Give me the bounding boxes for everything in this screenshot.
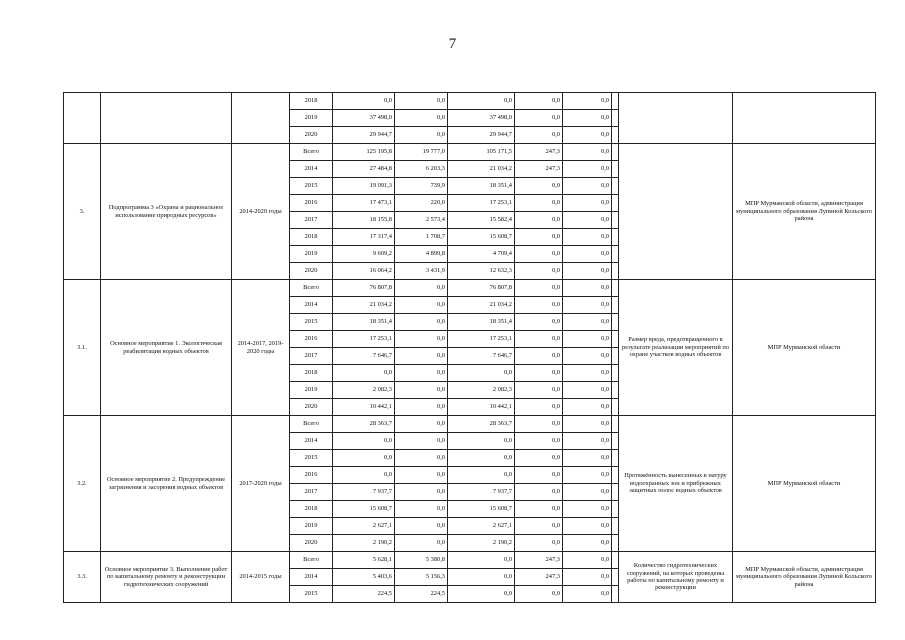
total-cell: 29 944,7 <box>333 127 395 144</box>
executor-cell: МПР Мурманской области, администрация муниципального образования Лупиной Кольского района <box>733 552 876 603</box>
total-cell: 76 807,8 <box>333 280 395 297</box>
total-cell: 17 317,4 <box>333 229 395 246</box>
federal-cell: 0,0 <box>395 416 448 433</box>
local-cell: 0,0 <box>515 416 563 433</box>
total-cell: 18 351,4 <box>333 314 395 331</box>
total-cell: 2 627,1 <box>333 518 395 535</box>
other-cell: 0,0 <box>563 501 612 518</box>
regional-cell: 0,0 <box>448 365 515 382</box>
local-cell: 0,0 <box>515 450 563 467</box>
regional-cell: 0,0 <box>448 467 515 484</box>
other-cell: 0,0 <box>563 450 612 467</box>
local-cell: 247,3 <box>515 161 563 178</box>
local-cell: 0,0 <box>515 212 563 229</box>
spacer-cell <box>612 569 619 586</box>
total-cell: 0,0 <box>333 433 395 450</box>
executor-cell: МПР Мурманской области <box>733 280 876 416</box>
table-row <box>64 144 876 161</box>
spacer-cell <box>612 535 619 552</box>
spacer-cell <box>612 348 619 365</box>
item-years <box>232 93 290 144</box>
spacer-cell <box>612 246 619 263</box>
year-cell: 2018 <box>290 501 333 518</box>
total-cell: 16 064,2 <box>333 263 395 280</box>
federal-cell: 1 708,7 <box>395 229 448 246</box>
item-years: 2014-2017, 2019-2020 годы <box>232 280 290 416</box>
spacer-cell <box>612 212 619 229</box>
federal-cell: 0,0 <box>395 127 448 144</box>
total-cell: 19 091,3 <box>333 178 395 195</box>
item-name: Подпрограмма 3 «Охрана и рациональное использование природных ресурсов» <box>101 144 232 280</box>
table-row <box>64 93 876 110</box>
regional-cell: 15 608,7 <box>448 501 515 518</box>
indicator-cell: Протяжённость вынесенных в натуру водоохранных зон и прибрежных защитных полос водных объектов <box>619 416 733 552</box>
year-cell: 2014 <box>290 161 333 178</box>
local-cell: 0,0 <box>515 178 563 195</box>
item-number: 3.2. <box>64 416 101 552</box>
year-cell: 2020 <box>290 535 333 552</box>
executor-cell <box>733 93 876 144</box>
item-name: Основное мероприятие 3. Выполнение работ по капитальному ремонту и реконструкции гидротехнических сооружений <box>101 552 232 603</box>
other-cell: 0,0 <box>563 297 612 314</box>
regional-cell: 0,0 <box>448 586 515 603</box>
program-table <box>63 92 876 603</box>
federal-cell: 0,0 <box>395 297 448 314</box>
other-cell: 0,0 <box>563 535 612 552</box>
indicator-cell <box>619 144 733 280</box>
regional-cell: 10 442,1 <box>448 399 515 416</box>
total-cell: 15 608,7 <box>333 501 395 518</box>
federal-cell: 220,0 <box>395 195 448 212</box>
federal-cell: 5 380,8 <box>395 552 448 569</box>
local-cell: 0,0 <box>515 518 563 535</box>
regional-cell: 37 498,0 <box>448 110 515 127</box>
other-cell: 0,0 <box>563 110 612 127</box>
total-cell: 17 473,1 <box>333 195 395 212</box>
year-cell: 2016 <box>290 467 333 484</box>
other-cell: 0,0 <box>563 382 612 399</box>
year-cell: 2019 <box>290 382 333 399</box>
local-cell: 0,0 <box>515 484 563 501</box>
total-cell: 125 195,8 <box>333 144 395 161</box>
other-cell: 0,0 <box>563 484 612 501</box>
local-cell: 0,0 <box>515 195 563 212</box>
federal-cell: 224,5 <box>395 586 448 603</box>
year-cell: 2016 <box>290 331 333 348</box>
year-cell: 2015 <box>290 178 333 195</box>
total-cell: 0,0 <box>333 365 395 382</box>
regional-cell: 18 351,4 <box>448 178 515 195</box>
other-cell: 0,0 <box>563 518 612 535</box>
year-cell: 2015 <box>290 450 333 467</box>
year-cell: Всего <box>290 552 333 569</box>
federal-cell: 0,0 <box>395 467 448 484</box>
year-cell: 2017 <box>290 348 333 365</box>
spacer-cell <box>612 484 619 501</box>
year-cell: 2014 <box>290 433 333 450</box>
spacer-cell <box>612 586 619 603</box>
spacer-cell <box>612 229 619 246</box>
local-cell: 0,0 <box>515 93 563 110</box>
indicator-cell: Размер вреда, предотвращенного в результате реализации мероприятий по охране участков водных объектов <box>619 280 733 416</box>
regional-cell: 21 034,2 <box>448 297 515 314</box>
federal-cell: 0,0 <box>395 110 448 127</box>
regional-cell: 0,0 <box>448 450 515 467</box>
spacer-cell <box>612 195 619 212</box>
total-cell: 2 190,2 <box>333 535 395 552</box>
other-cell: 0,0 <box>563 399 612 416</box>
federal-cell: 2 573,4 <box>395 212 448 229</box>
federal-cell: 0,0 <box>395 93 448 110</box>
year-cell: 2020 <box>290 399 333 416</box>
regional-cell: 4 709,4 <box>448 246 515 263</box>
spacer-cell <box>612 501 619 518</box>
spacer-cell <box>612 110 619 127</box>
federal-cell: 0,0 <box>395 450 448 467</box>
federal-cell: 0,0 <box>395 484 448 501</box>
other-cell: 0,0 <box>563 127 612 144</box>
local-cell: 0,0 <box>515 127 563 144</box>
spacer-cell <box>612 518 619 535</box>
local-cell: 0,0 <box>515 331 563 348</box>
local-cell: 0,0 <box>515 433 563 450</box>
year-cell: 2015 <box>290 586 333 603</box>
total-cell: 0,0 <box>333 450 395 467</box>
item-name <box>101 93 232 144</box>
year-cell: 2019 <box>290 518 333 535</box>
local-cell: 0,0 <box>515 365 563 382</box>
total-cell: 21 034,2 <box>333 297 395 314</box>
federal-cell: 0,0 <box>395 348 448 365</box>
table-row <box>64 416 876 433</box>
regional-cell: 15 582,4 <box>448 212 515 229</box>
local-cell: 247,3 <box>515 569 563 586</box>
other-cell: 0,0 <box>563 144 612 161</box>
indicator-cell: Количество гидротехнических сооружений, на которых проведены работы по капитальному ремонту и реконструкции <box>619 552 733 603</box>
item-years: 2014-2015 годы <box>232 552 290 603</box>
regional-cell: 0,0 <box>448 93 515 110</box>
total-cell: 224,5 <box>333 586 395 603</box>
year-cell: 2020 <box>290 263 333 280</box>
regional-cell: 7 937,7 <box>448 484 515 501</box>
year-cell: 2019 <box>290 110 333 127</box>
regional-cell: 15 608,7 <box>448 229 515 246</box>
other-cell: 0,0 <box>563 263 612 280</box>
year-cell: Всего <box>290 144 333 161</box>
regional-cell: 18 351,4 <box>448 314 515 331</box>
regional-cell: 29 944,7 <box>448 127 515 144</box>
regional-cell: 2 190,2 <box>448 535 515 552</box>
regional-cell: 0,0 <box>448 552 515 569</box>
regional-cell: 17 253,1 <box>448 331 515 348</box>
total-cell: 5 403,6 <box>333 569 395 586</box>
regional-cell: 0,0 <box>448 433 515 450</box>
federal-cell: 0,0 <box>395 331 448 348</box>
item-name: Основное мероприятие 1. Экологическая реабилитация водных объектов <box>101 280 232 416</box>
federal-cell: 0,0 <box>395 501 448 518</box>
year-cell: 2017 <box>290 212 333 229</box>
federal-cell: 5 156,3 <box>395 569 448 586</box>
total-cell: 27 484,8 <box>333 161 395 178</box>
executor-cell: МПР Мурманской области <box>733 416 876 552</box>
table-row <box>64 280 876 297</box>
local-cell: 0,0 <box>515 297 563 314</box>
spacer-cell <box>612 93 619 110</box>
executor-cell: МПР Мурманской области, администрация муниципального образования Лупиной Кольского района <box>733 144 876 280</box>
spacer-cell <box>612 280 619 297</box>
local-cell: 0,0 <box>515 314 563 331</box>
spacer-cell <box>612 178 619 195</box>
item-number: 3. <box>64 144 101 280</box>
spacer-cell <box>612 297 619 314</box>
spacer-cell <box>612 416 619 433</box>
regional-cell: 76 807,8 <box>448 280 515 297</box>
spacer-cell <box>612 331 619 348</box>
other-cell: 0,0 <box>563 314 612 331</box>
other-cell: 0,0 <box>563 93 612 110</box>
local-cell: 0,0 <box>515 246 563 263</box>
regional-cell: 17 253,1 <box>448 195 515 212</box>
regional-cell: 21 034,2 <box>448 161 515 178</box>
regional-cell: 28 363,7 <box>448 416 515 433</box>
spacer-cell <box>612 161 619 178</box>
spacer-cell <box>612 314 619 331</box>
other-cell: 0,0 <box>563 416 612 433</box>
local-cell: 0,0 <box>515 110 563 127</box>
other-cell: 0,0 <box>563 586 612 603</box>
local-cell: 0,0 <box>515 399 563 416</box>
federal-cell: 3 431,9 <box>395 263 448 280</box>
total-cell: 0,0 <box>333 93 395 110</box>
regional-cell: 105 171,5 <box>448 144 515 161</box>
year-cell: 2014 <box>290 297 333 314</box>
other-cell: 0,0 <box>563 433 612 450</box>
spacer-cell <box>612 144 619 161</box>
local-cell: 247,3 <box>515 552 563 569</box>
other-cell: 0,0 <box>563 195 612 212</box>
year-cell: Всего <box>290 280 333 297</box>
other-cell: 0,0 <box>563 569 612 586</box>
year-cell: 2018 <box>290 365 333 382</box>
federal-cell: 739,9 <box>395 178 448 195</box>
spacer-cell <box>612 263 619 280</box>
spacer-cell <box>612 127 619 144</box>
indicator-cell <box>619 93 733 144</box>
federal-cell: 0,0 <box>395 314 448 331</box>
other-cell: 0,0 <box>563 280 612 297</box>
federal-cell: 19 777,0 <box>395 144 448 161</box>
item-number: 3.1. <box>64 280 101 416</box>
other-cell: 0,0 <box>563 229 612 246</box>
other-cell: 0,0 <box>563 212 612 229</box>
year-cell: 2020 <box>290 127 333 144</box>
local-cell: 0,0 <box>515 229 563 246</box>
year-cell: 2014 <box>290 569 333 586</box>
total-cell: 28 363,7 <box>333 416 395 433</box>
federal-cell: 6 203,3 <box>395 161 448 178</box>
federal-cell: 0,0 <box>395 399 448 416</box>
item-years: 2017-2020 годы <box>232 416 290 552</box>
local-cell: 0,0 <box>515 348 563 365</box>
total-cell: 7 646,7 <box>333 348 395 365</box>
item-name: Основное мероприятие 2. Предупреждение загрязнения и засорения водных объектов <box>101 416 232 552</box>
year-cell: 2018 <box>290 229 333 246</box>
total-cell: 17 253,1 <box>333 331 395 348</box>
year-cell: 2017 <box>290 484 333 501</box>
regional-cell: 2 627,1 <box>448 518 515 535</box>
federal-cell: 0,0 <box>395 382 448 399</box>
other-cell: 0,0 <box>563 178 612 195</box>
other-cell: 0,0 <box>563 331 612 348</box>
year-cell: 2016 <box>290 195 333 212</box>
local-cell: 0,0 <box>515 501 563 518</box>
total-cell: 5 628,1 <box>333 552 395 569</box>
year-cell: 2019 <box>290 246 333 263</box>
total-cell: 37 498,0 <box>333 110 395 127</box>
total-cell: 2 082,3 <box>333 382 395 399</box>
other-cell: 0,0 <box>563 161 612 178</box>
regional-cell: 12 632,3 <box>448 263 515 280</box>
year-cell: Всего <box>290 416 333 433</box>
regional-cell: 0,0 <box>448 569 515 586</box>
federal-cell: 4 899,8 <box>395 246 448 263</box>
other-cell: 0,0 <box>563 552 612 569</box>
spacer-cell <box>612 433 619 450</box>
other-cell: 0,0 <box>563 467 612 484</box>
federal-cell: 0,0 <box>395 365 448 382</box>
page-number: 7 <box>448 36 457 52</box>
spacer-cell <box>612 467 619 484</box>
local-cell: 0,0 <box>515 280 563 297</box>
total-cell: 10 442,1 <box>333 399 395 416</box>
regional-cell: 2 082,3 <box>448 382 515 399</box>
local-cell: 0,0 <box>515 467 563 484</box>
spacer-cell <box>612 382 619 399</box>
spacer-cell <box>612 399 619 416</box>
federal-cell: 0,0 <box>395 535 448 552</box>
local-cell: 0,0 <box>515 586 563 603</box>
spacer-cell <box>612 365 619 382</box>
total-cell: 9 609,2 <box>333 246 395 263</box>
item-number <box>64 93 101 144</box>
other-cell: 0,0 <box>563 348 612 365</box>
total-cell: 7 937,7 <box>333 484 395 501</box>
year-cell: 2015 <box>290 314 333 331</box>
local-cell: 0,0 <box>515 263 563 280</box>
item-number: 3.3. <box>64 552 101 603</box>
local-cell: 0,0 <box>515 382 563 399</box>
total-cell: 18 155,8 <box>333 212 395 229</box>
local-cell: 0,0 <box>515 535 563 552</box>
item-years: 2014-2020 годы <box>232 144 290 280</box>
local-cell: 247,3 <box>515 144 563 161</box>
spacer-cell <box>612 552 619 569</box>
year-cell: 2018 <box>290 93 333 110</box>
other-cell: 0,0 <box>563 365 612 382</box>
spacer-cell <box>612 450 619 467</box>
federal-cell: 0,0 <box>395 280 448 297</box>
total-cell: 0,0 <box>333 467 395 484</box>
federal-cell: 0,0 <box>395 518 448 535</box>
table-row <box>64 552 876 569</box>
federal-cell: 0,0 <box>395 433 448 450</box>
regional-cell: 7 646,7 <box>448 348 515 365</box>
other-cell: 0,0 <box>563 246 612 263</box>
